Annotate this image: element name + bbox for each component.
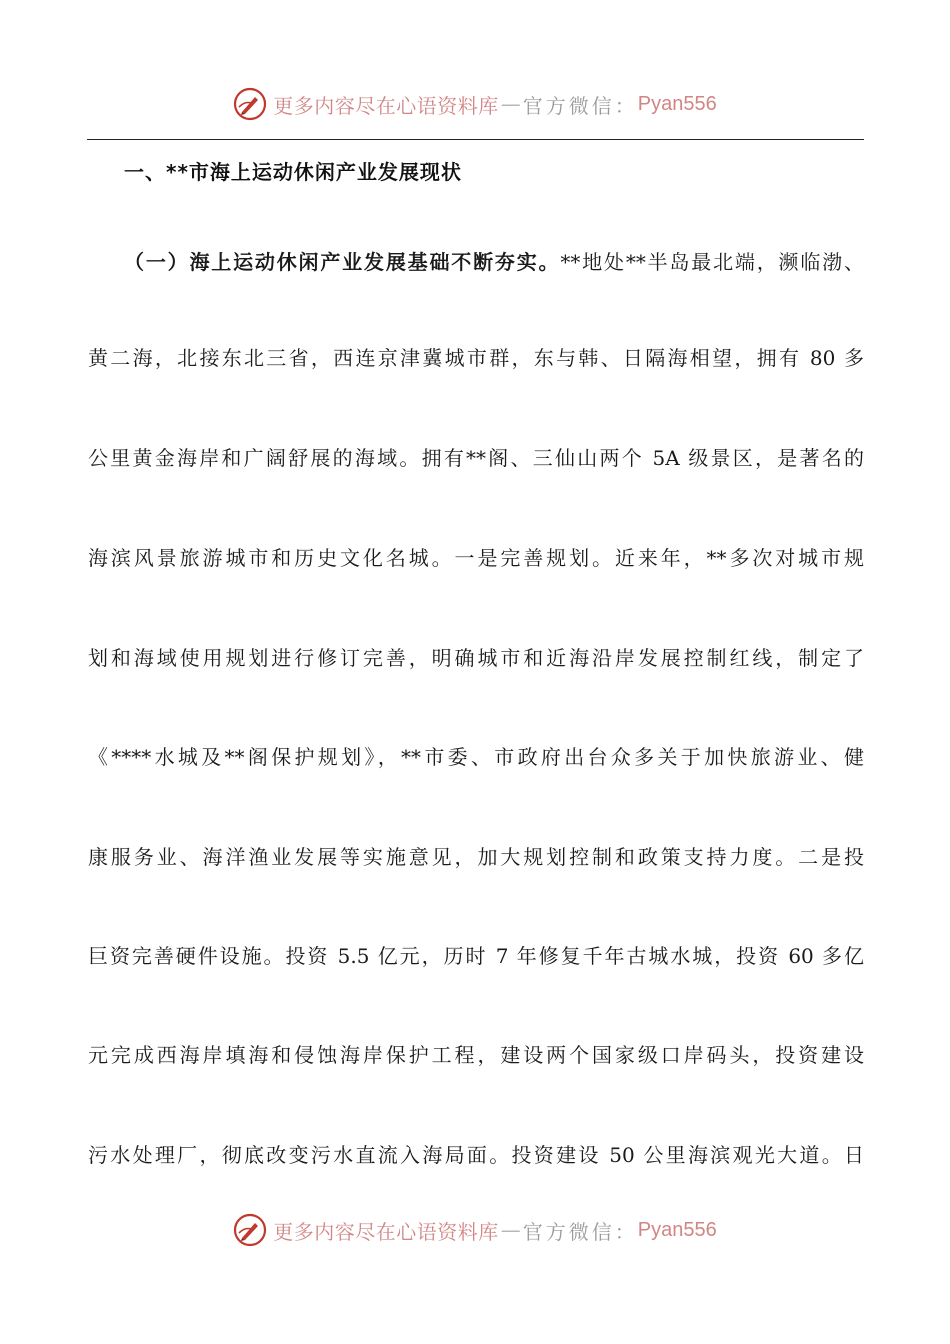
paragraph-line: 《****水城及**阁保护规划》，**市委、市政府出台众多关于加快旅游业、健 xyxy=(88,745,864,769)
paragraph-line: 元完成西海岸填海和侵蚀海岸保护工程，建设两个国家级口岸码头，投资建设 xyxy=(88,1043,864,1067)
banner-text: 更多内容尽在心语资料库 xyxy=(273,1219,499,1244)
banner-wechat-id: Pyan556 xyxy=(637,92,717,115)
header-rule xyxy=(87,139,864,140)
footer-banner xyxy=(0,1210,950,1250)
paragraph-line: 划和海域使用规划进行修订完善，明确城市和近海沿岸发展控制红线，制定了 xyxy=(88,646,864,670)
paragraph-first-line-text: **地处**半岛最北端，濒临渤、 xyxy=(560,250,865,274)
banner-dash: — xyxy=(500,92,521,116)
banner-official-label: 官方微信： xyxy=(522,1219,638,1244)
pen-logo-icon xyxy=(233,87,267,121)
banner-text: 更多内容尽在心语资料库 xyxy=(273,93,499,118)
header-banner xyxy=(0,84,950,124)
paragraph-line: 黄二海，北接东北三省，西连京津冀城市群，东与韩、日隔海相望，拥有 80 多 xyxy=(88,346,864,370)
paragraph-line: 公里黄金海岸和广阔舒展的海域。拥有**阁、三仙山两个 5A 级景区，是著名的 xyxy=(88,446,864,470)
paragraph-subheading: （一）海上运动休闲产业发展基础不断夯实。 xyxy=(124,250,561,274)
banner-wechat-id: Pyan556 xyxy=(637,1218,717,1241)
pen-logo-icon xyxy=(233,1213,267,1247)
paragraph-line xyxy=(124,246,864,278)
paragraph-line: 巨资完善硬件设施。投资 5.5 亿元，历时 7 年修复千年古城水城，投资 60 多亿 xyxy=(88,944,864,968)
banner-dash: — xyxy=(500,1218,521,1242)
paragraph-line: 污水处理厂，彻底改变污水直流入海局面。投资建设 50 公里海滨观光大道。日 xyxy=(88,1143,864,1167)
paragraph-line: 海滨风景旅游城市和历史文化名城。一是完善规划。近来年，**多次对城市规 xyxy=(88,546,864,570)
section-heading: 一、**市海上运动休闲产业发展现状 xyxy=(124,160,462,184)
banner-official-label: 官方微信： xyxy=(522,93,638,118)
paragraph-line: 康服务业、海洋渔业发展等实施意见，加大规划控制和政策支持力度。二是投 xyxy=(88,845,864,869)
